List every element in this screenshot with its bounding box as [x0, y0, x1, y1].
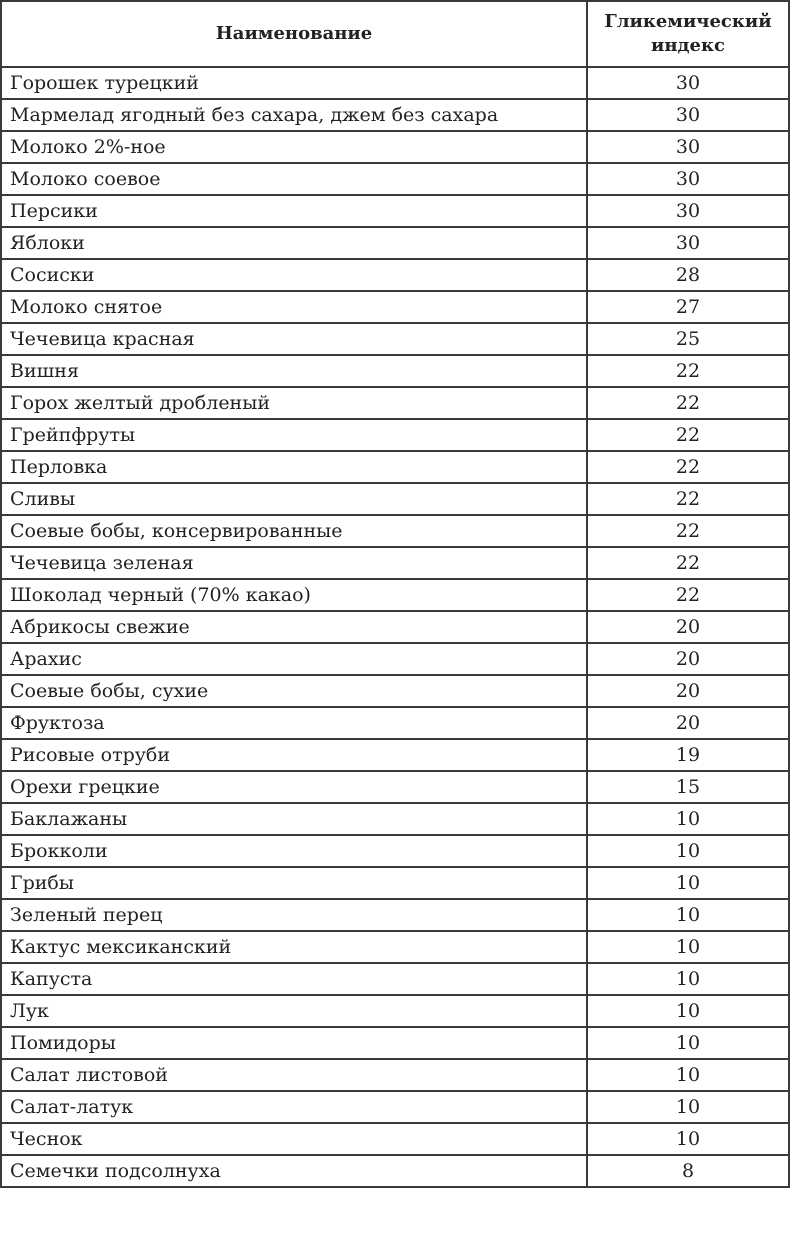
food-name: Персики: [1, 195, 587, 227]
gi-value: 30: [587, 99, 789, 131]
table-row: [1, 1091, 789, 1123]
gi-value: 30: [587, 227, 789, 259]
table-row: [1, 419, 789, 451]
table-row: [1, 739, 789, 771]
food-name: Семечки подсолнуха: [1, 1155, 587, 1187]
food-name: Абрикосы свежие: [1, 611, 587, 643]
gi-value: 22: [587, 483, 789, 515]
gi-value: 22: [587, 419, 789, 451]
food-name: Грибы: [1, 867, 587, 899]
table-row: [1, 163, 789, 195]
table-row: [1, 643, 789, 675]
gi-value: 27: [587, 291, 789, 323]
table-row: [1, 1027, 789, 1059]
table-row: [1, 515, 789, 547]
gi-value: 22: [587, 515, 789, 547]
table-row: [1, 611, 789, 643]
gi-value: 19: [587, 739, 789, 771]
food-name: Чеснок: [1, 1123, 587, 1155]
food-name: Арахис: [1, 643, 587, 675]
table-row: [1, 1123, 789, 1155]
table-row: [1, 1059, 789, 1091]
food-name: Чечевица красная: [1, 323, 587, 355]
table-row: [1, 835, 789, 867]
gi-value: 20: [587, 611, 789, 643]
gi-value: 10: [587, 995, 789, 1027]
table-row: [1, 483, 789, 515]
food-name: Баклажаны: [1, 803, 587, 835]
table-row: [1, 195, 789, 227]
gi-value: 10: [587, 835, 789, 867]
table-row: [1, 227, 789, 259]
food-name: Мармелад ягодный без сахара, джем без сахара: [1, 99, 587, 131]
table-row: [1, 131, 789, 163]
gi-value: 22: [587, 451, 789, 483]
food-name: Молоко 2%-ное: [1, 131, 587, 163]
table-row: [1, 867, 789, 899]
gi-value: 10: [587, 867, 789, 899]
table-row: [1, 995, 789, 1027]
gi-value: 10: [587, 1091, 789, 1123]
table-row: [1, 547, 789, 579]
table-row: [1, 707, 789, 739]
gi-value: 10: [587, 899, 789, 931]
food-name: Чечевица зеленая: [1, 547, 587, 579]
food-name: Соевые бобы, сухие: [1, 675, 587, 707]
gi-value: 30: [587, 131, 789, 163]
table-row: [1, 1155, 789, 1187]
gi-value: 25: [587, 323, 789, 355]
food-name: Грейпфруты: [1, 419, 587, 451]
table-row: [1, 579, 789, 611]
food-name: Шоколад черный (70% какао): [1, 579, 587, 611]
table-row: [1, 67, 789, 99]
food-name: Горох желтый дробленый: [1, 387, 587, 419]
gi-value: 15: [587, 771, 789, 803]
food-name: Перловка: [1, 451, 587, 483]
gi-value: 22: [587, 547, 789, 579]
food-name: Молоко снятое: [1, 291, 587, 323]
food-name: Фруктоза: [1, 707, 587, 739]
gi-value: 10: [587, 963, 789, 995]
gi-value: 10: [587, 1123, 789, 1155]
header-name: Наименование: [1, 1, 587, 67]
food-name: Горошек турецкий: [1, 67, 587, 99]
table-row: [1, 387, 789, 419]
food-name: Брокколи: [1, 835, 587, 867]
food-name: Сосиски: [1, 259, 587, 291]
table-row: [1, 451, 789, 483]
table-body: [1, 67, 789, 1187]
food-name: Молоко соевое: [1, 163, 587, 195]
gi-value: 20: [587, 707, 789, 739]
table-row: [1, 291, 789, 323]
gi-value: 10: [587, 1059, 789, 1091]
food-name: Зеленый перец: [1, 899, 587, 931]
table-row: [1, 771, 789, 803]
food-name: Рисовые отруби: [1, 739, 587, 771]
food-name: Салат листовой: [1, 1059, 587, 1091]
gi-value: 20: [587, 643, 789, 675]
table-row: [1, 355, 789, 387]
gi-value: 28: [587, 259, 789, 291]
food-name: Помидоры: [1, 1027, 587, 1059]
table-row: [1, 323, 789, 355]
gi-value: 30: [587, 163, 789, 195]
table-row: [1, 99, 789, 131]
food-name: Соевые бобы, консервированные: [1, 515, 587, 547]
gi-value: 10: [587, 931, 789, 963]
gi-value: 22: [587, 579, 789, 611]
header-row: [1, 1, 789, 67]
gi-value: 30: [587, 195, 789, 227]
gi-value: 22: [587, 355, 789, 387]
gi-value: 30: [587, 67, 789, 99]
table-row: [1, 259, 789, 291]
header-gi: Гликемический индекс: [587, 1, 789, 67]
gi-value: 8: [587, 1155, 789, 1187]
food-name: Орехи грецкие: [1, 771, 587, 803]
food-name: Вишня: [1, 355, 587, 387]
food-name: Капуста: [1, 963, 587, 995]
food-name: Сливы: [1, 483, 587, 515]
gi-value: 22: [587, 387, 789, 419]
table-row: [1, 963, 789, 995]
food-name: Кактус мексиканский: [1, 931, 587, 963]
gi-value: 20: [587, 675, 789, 707]
food-name: Салат-латук: [1, 1091, 587, 1123]
table-row: [1, 803, 789, 835]
food-name: Яблоки: [1, 227, 587, 259]
gi-value: 10: [587, 803, 789, 835]
food-name: Лук: [1, 995, 587, 1027]
table-row: [1, 899, 789, 931]
gi-value: 10: [587, 1027, 789, 1059]
table-row: [1, 931, 789, 963]
table-row: [1, 675, 789, 707]
